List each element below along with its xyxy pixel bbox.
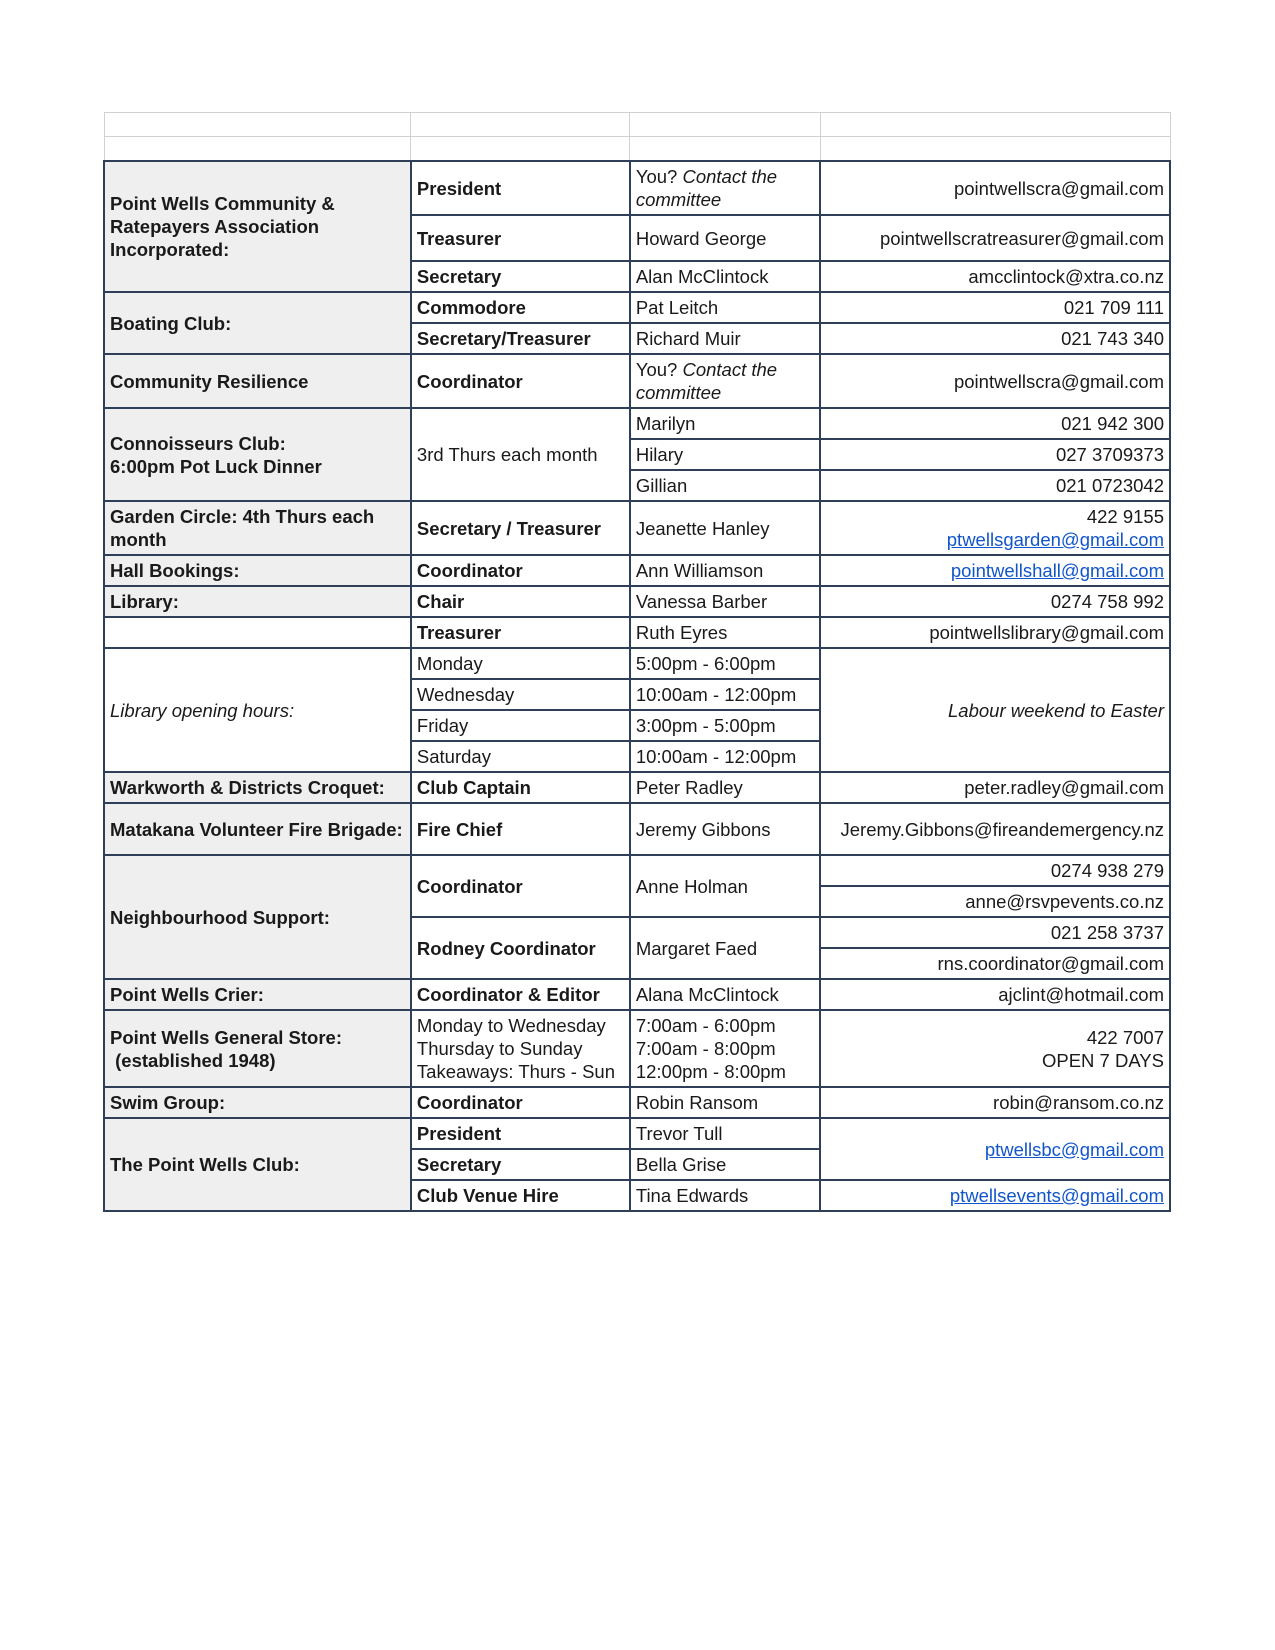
org-hall: Hall Bookings:	[104, 555, 411, 586]
blank-row	[104, 113, 1170, 137]
table-row	[104, 617, 1170, 648]
table-row	[104, 648, 1170, 679]
role-cell: Secretary	[411, 261, 630, 292]
table-row	[104, 292, 1170, 323]
venue-email-link[interactable]: ptwellsevents@gmail.com	[949, 1185, 1164, 1206]
day-cell: Wednesday	[411, 679, 630, 710]
contact-cell: anne@rsvpevents.co.nz	[820, 886, 1170, 917]
role-cell: Chair	[411, 586, 630, 617]
role-cell: Commodore	[411, 292, 630, 323]
role-cell: Secretary	[411, 1149, 630, 1180]
contact-cell: 0274 938 279	[820, 855, 1170, 886]
role-cell: President	[411, 1118, 630, 1149]
role-cell: Treasurer	[411, 617, 630, 648]
table-row	[104, 586, 1170, 617]
role-cell: Treasurer	[411, 215, 630, 261]
contact-cell: pointwellscra@gmail.com	[820, 161, 1170, 215]
name-cell: Jeanette Hanley	[630, 501, 820, 555]
contact-cell: amcclintock@xtra.co.nz	[820, 261, 1170, 292]
org-neighbourhood: Neighbourhood Support:	[104, 855, 411, 979]
role-cell: Club Venue Hire	[411, 1180, 630, 1211]
contact-cell: pointwellslibrary@gmail.com	[820, 617, 1170, 648]
contact-cell	[820, 1180, 1170, 1211]
name-cell: Vanessa Barber	[630, 586, 820, 617]
role-cell: Coordinator	[411, 354, 630, 408]
table-row	[104, 501, 1170, 555]
garden-email-link[interactable]: ptwellsgarden@gmail.com	[946, 529, 1164, 550]
name-cell: Marilyn	[630, 408, 820, 439]
name-cell: Peter Radley	[630, 772, 820, 803]
role-cell: Rodney Coordinator	[411, 917, 630, 979]
name-cell: Bella Grise	[630, 1149, 820, 1180]
table-row	[104, 408, 1170, 439]
name-cell: Alana McClintock	[630, 979, 820, 1010]
name-cell: Pat Leitch	[630, 292, 820, 323]
role-cell: Fire Chief	[411, 803, 630, 855]
contact-cell: peter.radley@gmail.com	[820, 772, 1170, 803]
role-cell: Coordinator	[411, 1087, 630, 1118]
table-row	[104, 855, 1170, 886]
store-hours: 7:00am - 6:00pm 7:00am - 8:00pm 12:00pm - 8:00pm	[630, 1010, 820, 1087]
hours-cell: 10:00am - 12:00pm	[630, 679, 820, 710]
table-row	[104, 161, 1170, 215]
library-hours-label: Library opening hours:	[104, 648, 411, 772]
hours-cell: 5:00pm - 6:00pm	[630, 648, 820, 679]
role-cell: Secretary/Treasurer	[411, 323, 630, 354]
contact-cell: Jeremy.Gibbons@fireandemergency.nz	[820, 803, 1170, 855]
name-cell: Richard Muir	[630, 323, 820, 354]
hall-email-link[interactable]: pointwellshall@gmail.com	[950, 560, 1164, 581]
name-cell: You? Contact the committee	[630, 161, 820, 215]
contact-cell: 0274 758 992	[820, 586, 1170, 617]
role-cell: Secretary / Treasurer	[411, 501, 630, 555]
hours-cell: 10:00am - 12:00pm	[630, 741, 820, 772]
club-email-link[interactable]: ptwellsbc@gmail.com	[984, 1138, 1164, 1160]
store-days: Monday to Wednesday Thursday to Sunday Takeaways: Thurs - Sun	[411, 1010, 630, 1087]
name-cell: Ann Williamson	[630, 555, 820, 586]
org-store: Point Wells General Store: (established 1948)	[104, 1010, 411, 1087]
hours-cell: 3:00pm - 5:00pm	[630, 710, 820, 741]
role-cell: Coordinator & Editor	[411, 979, 630, 1010]
role-cell: Coordinator	[411, 855, 630, 917]
org-club: The Point Wells Club:	[104, 1118, 411, 1211]
contact-cell: 422 7007 OPEN 7 DAYS	[820, 1010, 1170, 1087]
contact-cell	[820, 1118, 1170, 1180]
org-garden: Garden Circle: 4th Thurs each month	[104, 501, 411, 555]
empty-cell	[104, 617, 411, 648]
org-cra: Point Wells Community & Ratepayers Association Incorporated:	[104, 161, 411, 292]
table-row	[104, 979, 1170, 1010]
role-cell: Club Captain	[411, 772, 630, 803]
name-cell: Jeremy Gibbons	[630, 803, 820, 855]
contact-cell	[820, 555, 1170, 586]
name-cell: Gillian	[630, 470, 820, 501]
name-cell: Trevor Tull	[630, 1118, 820, 1149]
day-cell: Monday	[411, 648, 630, 679]
contact-cell: rns.coordinator@gmail.com	[820, 948, 1170, 979]
contact-cell: 021 743 340	[820, 323, 1170, 354]
table-row	[104, 1010, 1170, 1087]
community-directory-table	[103, 112, 1171, 1212]
table-row	[104, 354, 1170, 408]
table-row	[104, 1118, 1170, 1149]
name-cell: Robin Ransom	[630, 1087, 820, 1118]
org-connoisseurs: Connoisseurs Club: 6:00pm Pot Luck Dinner	[104, 408, 411, 501]
contact-cell: 021 258 3737	[820, 917, 1170, 948]
day-cell: Friday	[411, 710, 630, 741]
org-boating: Boating Club:	[104, 292, 411, 354]
org-resilience: Community Resilience	[104, 354, 411, 408]
name-cell: Ruth Eyres	[630, 617, 820, 648]
contact-cell: robin@ransom.co.nz	[820, 1087, 1170, 1118]
contact-cell: 422 9155 ptwellsgarden@gmail.com	[820, 501, 1170, 555]
table-row	[104, 1087, 1170, 1118]
contact-cell: pointwellscratreasurer@gmail.com	[820, 215, 1170, 261]
table-row	[104, 803, 1170, 855]
contact-cell: pointwellscra@gmail.com	[820, 354, 1170, 408]
name-cell: Hilary	[630, 439, 820, 470]
library-hours-note: Labour weekend to Easter	[820, 648, 1170, 772]
name-cell: Margaret Faed	[630, 917, 820, 979]
name-cell: Alan McClintock	[630, 261, 820, 292]
contact-cell: 021 709 111	[820, 292, 1170, 323]
org-croquet: Warkworth & Districts Croquet:	[104, 772, 411, 803]
table-row	[104, 555, 1170, 586]
name-cell: Anne Holman	[630, 855, 820, 917]
role-cell: 3rd Thurs each month	[411, 408, 630, 501]
table-row	[104, 772, 1170, 803]
contact-cell: 027 3709373	[820, 439, 1170, 470]
day-cell: Saturday	[411, 741, 630, 772]
role-cell: President	[411, 161, 630, 215]
contact-cell: 021 942 300	[820, 408, 1170, 439]
name-cell: Howard George	[630, 215, 820, 261]
name-cell: You? Contact the committee	[630, 354, 820, 408]
name-cell: Tina Edwards	[630, 1180, 820, 1211]
role-cell: Coordinator	[411, 555, 630, 586]
org-crier: Point Wells Crier:	[104, 979, 411, 1010]
org-library: Library:	[104, 586, 411, 617]
org-swim: Swim Group:	[104, 1087, 411, 1118]
org-fire: Matakana Volunteer Fire Brigade:	[104, 803, 411, 855]
blank-row	[104, 137, 1170, 162]
contact-cell: ajclint@hotmail.com	[820, 979, 1170, 1010]
contact-cell: 021 0723042	[820, 470, 1170, 501]
